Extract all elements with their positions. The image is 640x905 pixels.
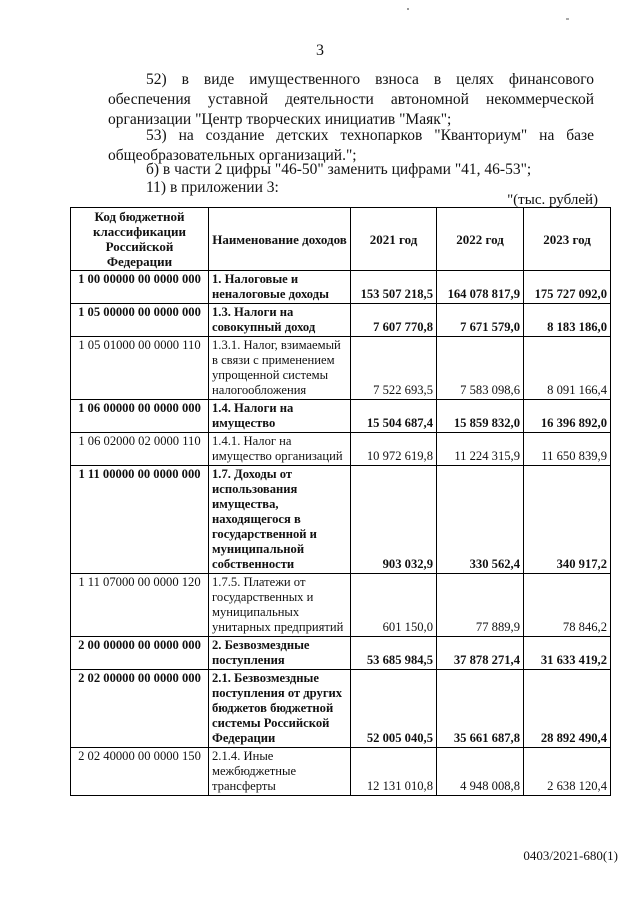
cell-name: 1. Налоговые и неналоговые доходы — [209, 271, 351, 304]
income-table — [70, 207, 611, 796]
cell-2022: 15 859 832,0 — [437, 400, 524, 433]
header-code: Код бюджетной классификации Российской Федерации — [71, 208, 209, 271]
cell-2023: 31 633 419,2 — [524, 637, 611, 670]
page-number: 3 — [316, 42, 324, 59]
cell-name: 2.1. Безвозмездные поступления от других бюджетов бюджетной системы Российской Федерации — [209, 670, 351, 748]
cell-2021: 7 607 770,8 — [351, 304, 437, 337]
cell-code: 1 05 01000 00 0000 110 — [71, 337, 209, 400]
cell-code: 1 00 00000 00 0000 000 — [71, 271, 209, 304]
cell-2022: 11 224 315,9 — [437, 433, 524, 466]
cell-2023: 175 727 092,0 — [524, 271, 611, 304]
cell-2021: 53 685 984,5 — [351, 637, 437, 670]
cell-2021: 12 131 010,8 — [351, 748, 437, 796]
cell-name: 1.4.1. Налог на имущество организаций — [209, 433, 351, 466]
cell-2022: 37 878 271,4 — [437, 637, 524, 670]
document-code: 0403/2021-680(1) — [523, 848, 618, 863]
cell-2021: 10 972 619,8 — [351, 433, 437, 466]
cell-2021: 7 522 693,5 — [351, 337, 437, 400]
table-row — [71, 337, 611, 400]
cell-2022: 4 948 008,8 — [437, 748, 524, 796]
cell-name: 1.7.5. Платежи от государственных и муниципальных унитарных предприятий — [209, 574, 351, 637]
cell-2022: 7 583 098,6 — [437, 337, 524, 400]
cell-name: 1.4. Налоги на имущество — [209, 400, 351, 433]
table-row — [71, 400, 611, 433]
cell-name: 2.1.4. Иные межбюджетные трансферты — [209, 748, 351, 796]
header-2021: 2021 год — [351, 208, 437, 271]
paragraph-item-52: 52) в виде имущественного взноса в целях финансового обеспечения уставной деятельности автономной некоммерческой организации "Центр творческих инициатив "Маяк"; — [108, 71, 594, 128]
scan-mark-dot — [566, 18, 569, 20]
cell-2022: 77 889,9 — [437, 574, 524, 637]
units-label: "(тыс. рублей) — [507, 192, 598, 208]
cell-2022: 7 671 579,0 — [437, 304, 524, 337]
header-2022: 2022 год — [437, 208, 524, 271]
table-row — [71, 748, 611, 796]
table-header-row — [71, 208, 611, 271]
cell-2023: 16 396 892,0 — [524, 400, 611, 433]
cell-2023: 11 650 839,9 — [524, 433, 611, 466]
header-name: Наименование доходов — [209, 208, 351, 271]
cell-2021: 52 005 040,5 — [351, 670, 437, 748]
cell-2021: 153 507 218,5 — [351, 271, 437, 304]
cell-2023: 8 091 166,4 — [524, 337, 611, 400]
cell-code: 2 00 00000 00 0000 000 — [71, 637, 209, 670]
cell-2022: 164 078 817,9 — [437, 271, 524, 304]
cell-2023: 2 638 120,4 — [524, 748, 611, 796]
cell-code: 1 05 00000 00 0000 000 — [71, 304, 209, 337]
cell-code: 1 06 02000 02 0000 110 — [71, 433, 209, 466]
paragraph-item-53: 53) на создание детских технопарков "Кванториум" на базе общеобразовательных организаций."; — [108, 127, 594, 164]
cell-code: 2 02 00000 00 0000 000 — [71, 670, 209, 748]
table-row — [71, 574, 611, 637]
cell-2023: 78 846,2 — [524, 574, 611, 637]
cell-code: 2 02 40000 00 0000 150 — [71, 748, 209, 796]
table-row — [71, 466, 611, 574]
table-row — [71, 433, 611, 466]
table-row — [71, 271, 611, 304]
table-row — [71, 304, 611, 337]
cell-name: 1.7. Доходы от использования имущества, находящегося в государственной и муниципальной собственности — [209, 466, 351, 574]
cell-code: 1 06 00000 00 0000 000 — [71, 400, 209, 433]
cell-2023: 28 892 490,4 — [524, 670, 611, 748]
paragraph-part-2: б) в части 2 цифры "46-50" заменить цифрами "41, 46-53"; — [146, 161, 532, 178]
cell-2021: 601 150,0 — [351, 574, 437, 637]
cell-2023: 8 183 186,0 — [524, 304, 611, 337]
cell-name: 2. Безвозмездные поступления — [209, 637, 351, 670]
cell-2021: 15 504 687,4 — [351, 400, 437, 433]
table-row — [71, 637, 611, 670]
cell-name: 1.3.1. Налог, взимаемый в связи с применением упрощенной системы налогообложения — [209, 337, 351, 400]
cell-2022: 35 661 687,8 — [437, 670, 524, 748]
cell-2022: 330 562,4 — [437, 466, 524, 574]
cell-2023: 340 917,2 — [524, 466, 611, 574]
cell-code: 1 11 07000 00 0000 120 — [71, 574, 209, 637]
paragraph-appendix-3: 11) в приложении 3: — [146, 179, 279, 196]
scan-mark-dot — [407, 8, 409, 10]
table-row — [71, 670, 611, 748]
cell-code: 1 11 00000 00 0000 000 — [71, 466, 209, 574]
cell-2021: 903 032,9 — [351, 466, 437, 574]
cell-name: 1.3. Налоги на совокупный доход — [209, 304, 351, 337]
header-2023: 2023 год — [524, 208, 611, 271]
